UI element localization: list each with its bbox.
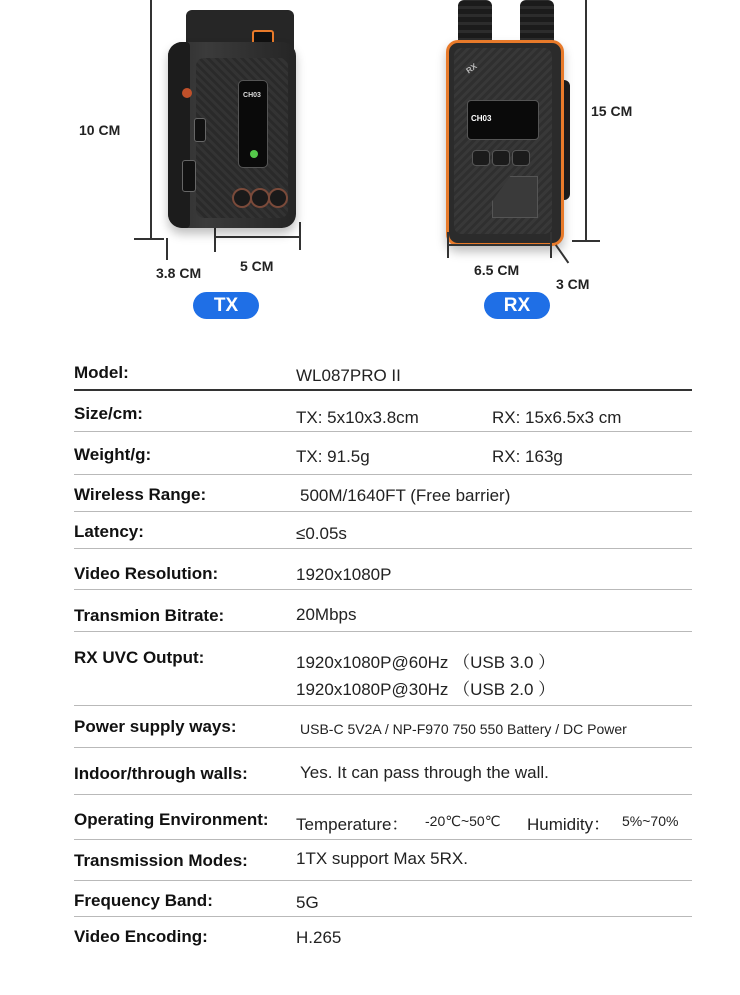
rx-width-tick-l [447, 232, 449, 258]
divider [74, 880, 692, 881]
spec-value-humidity: 5%~70% [622, 813, 679, 829]
spec-label-wireless-range: Wireless Range: [74, 485, 207, 504]
divider [74, 747, 692, 748]
rx-width-tick-r [550, 232, 552, 258]
spec-value-temperature-label: Temperature： [296, 815, 409, 834]
spec-label-uvc-output: RX UVC Output: [74, 648, 205, 667]
tx-button-icon [268, 188, 288, 208]
spec-value-video-resolution: 1920x1080P [296, 565, 392, 584]
rx-depth-line [555, 244, 569, 263]
spec-value-uvc-output-2: 1920x1080P@30Hz （USB 2.0 ） [296, 680, 556, 699]
spec-value-size-rx: RX: 15x6.5x3 cm [492, 408, 622, 427]
rx-width-label: 6.5 CM [474, 262, 520, 278]
divider [74, 589, 692, 590]
tx-indicator-icon [182, 88, 192, 98]
spec-label-transmission-modes: Transmission Modes: [74, 851, 248, 870]
spec-value-humidity-label: Humidity： [527, 815, 611, 834]
divider [74, 839, 692, 840]
tx-button-icon [232, 188, 252, 208]
rx-corner-text: RX [464, 61, 479, 76]
tx-hdmi-port-icon [182, 160, 196, 192]
rx-button-icon [472, 150, 490, 166]
divider [74, 511, 692, 512]
divider [74, 916, 692, 917]
tx-width-line [214, 236, 300, 238]
spec-label-video-encoding: Video Encoding: [74, 927, 208, 946]
tx-width-label: 5 CM [240, 258, 274, 274]
spec-value-bitrate: 20Mbps [296, 605, 357, 624]
spec-label-through-walls: Indoor/through walls: [74, 764, 248, 783]
spec-label-model: Model: [74, 363, 129, 382]
rx-button-icon [492, 150, 510, 166]
tx-status-dot-icon [250, 150, 258, 158]
spec-value-through-walls: Yes. It can pass through the wall. [300, 763, 549, 782]
spec-value-temperature: -20℃~50℃ [425, 813, 501, 829]
rx-depth-label: 3 CM [556, 276, 590, 292]
divider [74, 431, 692, 432]
tx-width-tick-r [299, 222, 301, 250]
spec-value-transmission-modes: 1TX support Max 5RX. [296, 849, 468, 868]
divider [74, 474, 692, 475]
tx-device-side [168, 42, 190, 228]
rx-badge: RX [484, 292, 550, 319]
rx-screen-text: CH03 [471, 114, 492, 123]
divider [74, 705, 692, 706]
tx-badge: TX [193, 292, 259, 319]
spec-value-model: WL087PRO II [296, 366, 401, 385]
spec-label-power-supply: Power supply ways: [74, 717, 237, 736]
spec-value-wireless-range: 500M/1640FT (Free barrier) [300, 486, 511, 505]
tx-width-tick-l [214, 226, 216, 252]
spec-value-video-encoding: H.265 [296, 928, 342, 947]
divider [74, 794, 692, 795]
spec-value-weight-tx: TX: 91.5g [296, 447, 370, 466]
spec-label-frequency-band: Frequency Band: [74, 891, 213, 910]
rx-width-line [447, 244, 551, 246]
spec-value-frequency-band: 5G [296, 893, 319, 912]
spec-value-size-tx: TX: 5x10x3.8cm [296, 408, 419, 427]
tx-height-line [150, 0, 152, 240]
spec-value-uvc-output-1: 1920x1080P@60Hz （USB 3.0 ） [296, 653, 556, 672]
spec-label-bitrate: Transmion Bitrate: [74, 606, 225, 625]
tx-depth-label: 3.8 CM [156, 265, 202, 281]
spec-label-latency: Latency: [74, 522, 144, 541]
spec-label-weight: Weight/g: [74, 445, 152, 464]
spec-value-latency: ≤0.05s [296, 524, 347, 543]
rx-button-icon [512, 150, 530, 166]
divider [74, 389, 692, 391]
spec-label-video-resolution: Video Resolution: [74, 564, 219, 583]
divider [74, 631, 692, 632]
tx-height-cap [134, 238, 164, 240]
spec-label-operating-environment: Operating Environment: [74, 810, 269, 829]
tx-button-icon [250, 188, 270, 208]
spec-value-weight-rx: RX: 163g [492, 447, 563, 466]
tx-height-label: 10 CM [79, 122, 121, 138]
rx-height-cap [572, 240, 600, 242]
tx-depth-line [166, 238, 168, 260]
tx-usb-port-icon [194, 118, 206, 142]
spec-value-power-supply: USB-C 5V2A / NP-F970 750 550 Battery / DC Power [300, 721, 627, 737]
rx-height-label: 15 CM [591, 103, 633, 119]
spec-label-size: Size/cm: [74, 404, 143, 423]
rx-height-line [585, 0, 587, 242]
divider [74, 548, 692, 549]
tx-screen-text: CH03 [243, 92, 261, 99]
